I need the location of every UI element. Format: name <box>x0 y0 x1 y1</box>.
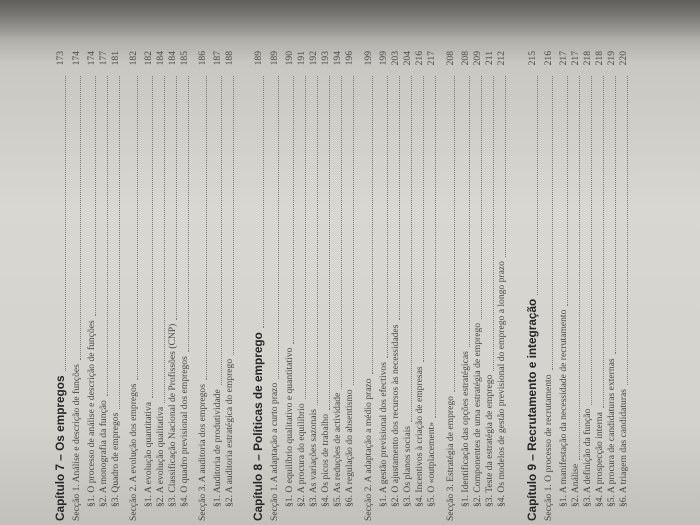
subsection-entry <box>426 51 438 521</box>
entry-label: Secção 1. Análise e descrição de funções <box>71 364 82 521</box>
subsection-entry <box>143 51 155 521</box>
dot-leader <box>175 76 177 320</box>
dot-leader <box>64 76 66 371</box>
dot-leader <box>504 76 506 257</box>
page-number: 184 <box>167 51 178 66</box>
subsection-entry <box>284 51 296 521</box>
page-number: 192 <box>308 51 319 66</box>
dot-leader <box>205 76 207 380</box>
dot-leader <box>340 76 342 389</box>
page-number: 212 <box>496 51 507 66</box>
dot-leader <box>468 76 470 347</box>
subsection-entry <box>320 51 332 521</box>
entry-label: §3. Teste da estratégia de emprego <box>484 374 495 507</box>
entry-label: §1. Identificação das opções estratégicas <box>460 351 471 507</box>
subsection-entry <box>378 51 390 521</box>
page-number: 186 <box>197 51 208 66</box>
page-number: 185 <box>179 51 190 66</box>
dot-leader <box>328 76 330 410</box>
dot-leader <box>590 76 592 405</box>
section-entry <box>269 51 281 521</box>
dot-leader <box>118 76 120 409</box>
page-number: 216 <box>414 51 425 66</box>
dot-leader <box>602 76 604 408</box>
page-number: 189 <box>269 51 280 66</box>
entry-label: §2. A monografia da função <box>98 400 109 507</box>
entry-label: Secção 3. A auditoria dos empregos <box>197 384 208 521</box>
subsection-entry <box>308 51 320 521</box>
subsection-entry <box>390 51 402 521</box>
dot-leader <box>316 76 318 405</box>
subsection-entry <box>167 51 179 521</box>
subsection-entry <box>484 51 496 521</box>
page-number: 182 <box>128 51 139 66</box>
page-number: 199 <box>363 51 374 66</box>
page-number: 217 <box>570 51 581 66</box>
page-number: 191 <box>296 51 307 66</box>
dot-leader <box>106 76 108 396</box>
dot-leader <box>262 76 264 328</box>
page-number: 188 <box>224 51 235 66</box>
entry-label: Secção 2. A adaptação a médio prazo <box>363 378 374 521</box>
dot-leader <box>566 76 568 306</box>
subsection-entry <box>332 51 344 521</box>
dot-leader <box>352 76 354 386</box>
page-number: 215 <box>527 51 538 66</box>
page-number: 187 <box>212 51 223 66</box>
dot-leader <box>614 76 616 354</box>
entry-label: Secção 2. A evolução dos empregos <box>128 383 139 521</box>
page-number: 220 <box>618 51 629 66</box>
subsection-entry <box>472 51 484 521</box>
section-entry <box>128 51 140 521</box>
dot-leader <box>151 76 153 398</box>
subsection-entry <box>98 51 110 521</box>
section-entry <box>363 51 375 521</box>
entry-label: §5. O «outplacement» <box>426 422 437 507</box>
page-number: 194 <box>332 51 343 66</box>
page-number: 174 <box>71 51 82 66</box>
subsection-entry <box>402 51 414 521</box>
section-entry <box>543 51 555 521</box>
page-number: 181 <box>110 51 121 66</box>
entry-label: §4. O quadro previsional dos empregos <box>179 356 190 507</box>
dot-leader <box>536 76 538 295</box>
entry-label: §4. A prospecção interna <box>594 412 605 507</box>
page-number: 217 <box>558 51 569 66</box>
entry-label: §6. A triagem das candidaturas <box>618 388 629 507</box>
dot-leader <box>422 76 424 362</box>
entry-label: §1. O processo de análise e descrição de funções <box>86 320 97 507</box>
chapter-heading <box>53 51 68 521</box>
entry-label: §1. A evolução quantitativa <box>143 402 154 507</box>
page-number: 184 <box>155 51 166 66</box>
dot-leader <box>292 76 294 344</box>
page-number: 199 <box>378 51 389 66</box>
page-number: 196 <box>344 51 355 66</box>
page-number: 174 <box>86 51 97 66</box>
subsection-entry <box>594 51 606 521</box>
dot-leader <box>277 76 279 379</box>
section-entry <box>71 51 83 521</box>
chapter-heading <box>251 51 266 521</box>
entry-label: §1. A manifestação da necessidade de recrutamento <box>558 309 569 507</box>
entry-label: §2. A auditoria estratégica do emprego <box>224 358 235 507</box>
subsection-entry <box>224 51 236 521</box>
page-number: 193 <box>320 51 331 66</box>
subsection-entry <box>155 51 167 521</box>
dot-leader <box>492 76 494 371</box>
subsection-entry <box>86 51 98 521</box>
entry-label: Capítulo 8 – Políticas de emprego <box>251 332 265 521</box>
subsection-entry <box>344 51 356 521</box>
page-number: 190 <box>284 51 295 66</box>
dot-leader <box>453 76 455 392</box>
section-entry <box>197 51 209 521</box>
entry-label: Capítulo 7 – Os empregos <box>53 375 67 521</box>
page-number: 216 <box>543 51 554 66</box>
page-number: 211 <box>484 51 495 66</box>
entry-label: §2. A evolução qualitativa <box>155 406 166 507</box>
entry-label: §1. Auditoria de produtividade <box>212 389 223 507</box>
entry-label: §3. Quadro de empregos <box>110 412 121 507</box>
subsection-entry <box>570 51 582 521</box>
subsection-entry <box>179 51 191 521</box>
entry-label: Secção 3. Estratégia de emprego <box>445 396 456 521</box>
page-number: 219 <box>606 51 617 66</box>
subsection-entry <box>212 51 224 521</box>
page-number: 217 <box>426 51 437 66</box>
dot-leader <box>386 76 388 358</box>
entry-label: §5. As reduções de actividade <box>332 392 343 507</box>
entry-label: §3. Classificação Nacional de Profissões (CNP) <box>167 323 178 507</box>
entry-label: Capítulo 9 – Recrutamento e integração <box>525 298 539 521</box>
entry-label: §3. Os planos sociais <box>402 425 413 507</box>
entry-label: Secção 1. O processo de recrutamento <box>543 374 554 521</box>
subsection-entry <box>460 51 472 521</box>
subsection-entry <box>618 51 630 521</box>
dot-leader <box>94 76 96 316</box>
page-number: 177 <box>98 51 109 66</box>
section-entry <box>445 51 457 521</box>
subsection-entry <box>582 51 594 521</box>
entry-label: §2. Componentes de uma estratégia de emprego <box>472 322 483 507</box>
entry-label: §5. A procura de candidaturas externas <box>606 358 617 507</box>
dot-leader <box>551 76 553 370</box>
page-number: 203 <box>390 51 401 66</box>
dot-leader <box>187 76 189 352</box>
dot-leader <box>304 76 306 399</box>
entry-label: §2. O ajustamento dos recursos às necessidades <box>390 324 401 507</box>
dot-leader <box>79 76 81 360</box>
entry-label: §2. A procura do equilíbrio <box>296 403 307 507</box>
dot-leader <box>371 76 373 374</box>
dot-leader <box>578 76 580 460</box>
dot-leader <box>626 76 628 385</box>
chapter-heading <box>525 51 540 521</box>
entry-label: §1. A gestão previsional dos efectivos <box>378 362 389 507</box>
subsection-entry <box>558 51 570 521</box>
entry-label: §6. A regulação do absentismo <box>344 389 355 507</box>
subsection-entry <box>414 51 426 521</box>
entry-label: §3. A definição da função <box>582 408 593 507</box>
subsection-entry <box>110 51 122 521</box>
entry-label: §2. Análise <box>570 463 581 507</box>
page-number: 189 <box>253 51 264 66</box>
dot-leader <box>410 76 412 422</box>
dot-leader <box>220 76 222 385</box>
subsection-entry <box>606 51 618 521</box>
dot-leader <box>163 76 165 403</box>
page-number: 182 <box>143 51 154 66</box>
table-of-contents <box>25 51 675 521</box>
entry-label: §4. Incentivos à criação de empresas <box>414 366 425 507</box>
entry-label: §1. O equilíbrio qualitativo e quantitativo <box>284 347 295 507</box>
page-number: 204 <box>402 51 413 66</box>
subsection-entry <box>496 51 508 521</box>
entry-label: §3. As variações sazonais <box>308 408 319 507</box>
dot-leader <box>480 76 482 319</box>
page-number: 209 <box>472 51 483 66</box>
entry-label: Secção 1. A adaptação a curto prazo <box>269 382 280 521</box>
page-number: 218 <box>582 51 593 66</box>
dot-leader <box>398 76 400 320</box>
page-number: 208 <box>460 51 471 66</box>
page-number: 208 <box>445 51 456 66</box>
page-number: 218 <box>594 51 605 66</box>
subsection-entry <box>296 51 308 521</box>
dot-leader <box>232 76 234 355</box>
page-top-shadow <box>0 0 700 40</box>
entry-label: §4. Os modelos de gestão previsional do emprego a longo prazo <box>496 261 507 507</box>
entry-label: §4. Os picos de trabalho <box>320 414 331 507</box>
page-number: 173 <box>55 51 66 66</box>
dot-leader <box>434 76 436 418</box>
dot-leader <box>136 76 138 380</box>
